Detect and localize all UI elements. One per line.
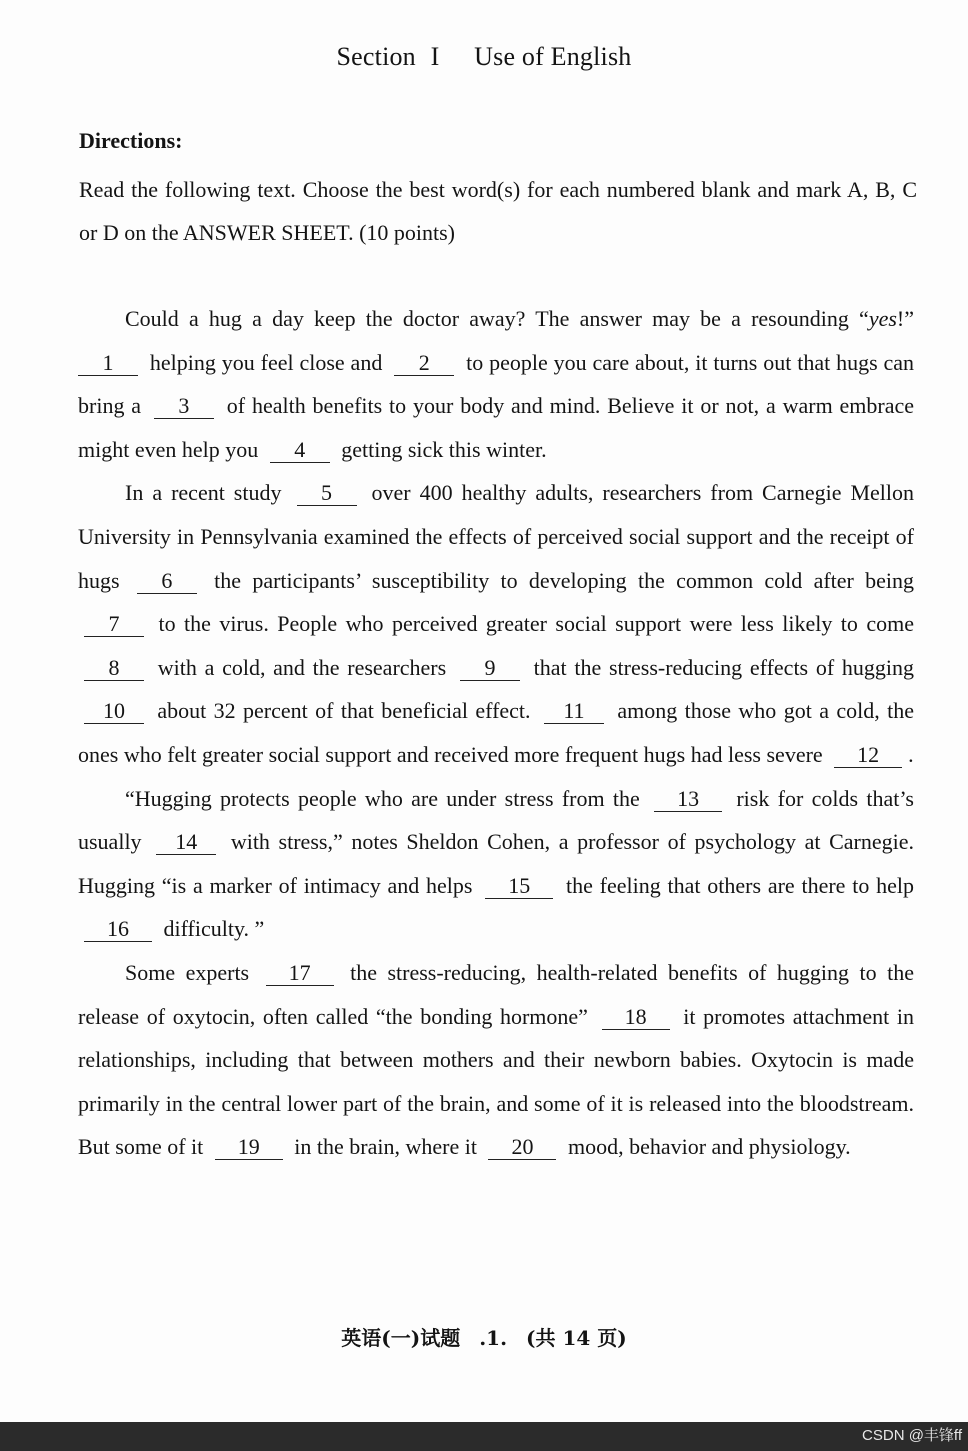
text-run: to the virus. People who perceived greater social support were less likely to come [158,611,914,637]
footer-total-pages: (共 14 页) [526,1326,627,1350]
text-run: of health benefits to your body and mind. Believe it or not, a warm embrace might even help you [78,393,915,462]
answer-blank[interactable]: 11 [544,699,604,724]
answer-blank[interactable]: 1 [78,351,138,376]
paragraph-2 [78,471,914,776]
text-run: with stress,” notes Sheldon Cohen, a professor of psychology at Carnegie. Hugging “is a marker of intimacy and helps [78,829,914,898]
section-name: Use of English [474,42,632,71]
answer-blank[interactable]: 6 [137,569,197,594]
text-run: with a cold, and the researchers [157,654,447,680]
text-run: “Hugging protects people who are under stress from the [125,785,640,811]
text-run: getting sick this winter. [341,436,547,462]
text-run: about 32 percent of that beneficial effect. [157,698,531,724]
answer-blank[interactable]: 18 [602,1005,670,1030]
directions-colon: : [175,128,183,153]
answer-blank[interactable]: 12 [834,743,902,768]
paragraph-1 [78,297,914,471]
text-run: . [908,741,914,767]
text-run: mood, behavior and physiology. [567,1134,851,1160]
text-run: the stress-reducing, health-related benefits of hugging to the release of oxytocin, often called “the bonding hormone” [78,959,914,1029]
answer-blank[interactable]: 2 [394,351,454,376]
paragraph-3 [78,777,914,951]
section-word: Section [336,42,416,71]
text-run: In a recent study [125,480,282,506]
answer-blank[interactable]: 20 [488,1135,556,1160]
answer-blank[interactable]: 5 [297,481,357,506]
text-run: that the stress-reducing effects of hugging [533,654,915,680]
footer-subject: 英语(一)试题 [341,1326,461,1350]
text-run: over 400 healthy adults, researchers from Carnegie Mellon University in Pennsylvania examined the effects of perceived social support and the receipt of hugs [78,480,915,593]
page-footer [0,1322,968,1351]
answer-blank[interactable]: 4 [270,438,330,463]
text-run: in the brain, where it [294,1134,477,1160]
text-run: helping you feel close and [149,349,383,375]
paragraph-4 [78,951,914,1169]
text-run: Some experts [125,959,250,985]
cloze-passage [78,297,914,1169]
answer-blank[interactable]: 8 [84,656,144,681]
text-run: Could a hug a day keep the doctor away? The answer may be a resounding “ [125,306,869,331]
text-run: the participants’ susceptibility to developing the common cold after being [214,567,915,593]
text-run: the feeling that others are there to help [566,872,914,898]
directions-label: Directions [79,128,176,153]
answer-blank[interactable]: 13 [654,787,722,812]
watermark-text: CSDN @丰锋ff [862,1427,962,1444]
answer-blank[interactable]: 15 [485,874,553,899]
answer-blank[interactable]: 17 [266,961,334,986]
section-numeral: I [430,42,440,71]
answer-blank[interactable]: 14 [156,830,216,855]
section-title [0,42,968,72]
bottom-bar [0,1422,968,1451]
answer-blank[interactable]: 9 [460,656,520,681]
answer-blank[interactable]: 3 [154,394,214,419]
answer-blank[interactable]: 19 [215,1135,283,1160]
text-run: to people you care about, it turns out that hugs can bring a [78,349,915,419]
text-run: !” [896,306,914,331]
text-run-italic: yes [868,306,897,331]
text-run: difficulty. ” [163,916,265,942]
answer-blank[interactable]: 7 [84,612,144,637]
text-run: among those who got a cold, the ones who felt greater social support and received more frequent hugs had less severe [78,698,914,767]
answer-blank[interactable]: 16 [84,917,152,942]
directions-heading [79,128,182,154]
text-run: it promotes attachment in relationships, including that between mothers and their newborn babies. Oxytocin is made primarily in the central lower part of the brain, and some of it is released into the bloodstream. But some of it [78,1003,915,1160]
footer-page-number: .1. [479,1326,508,1350]
answer-blank[interactable]: 10 [84,699,144,724]
directions-text: Read the following text. Choose the best word(s) for each numbered blank and mark A, B, C or D on the ANSWER SHEET. (10 points) [79,177,917,245]
text-run: risk for colds that’s usually [78,785,914,855]
